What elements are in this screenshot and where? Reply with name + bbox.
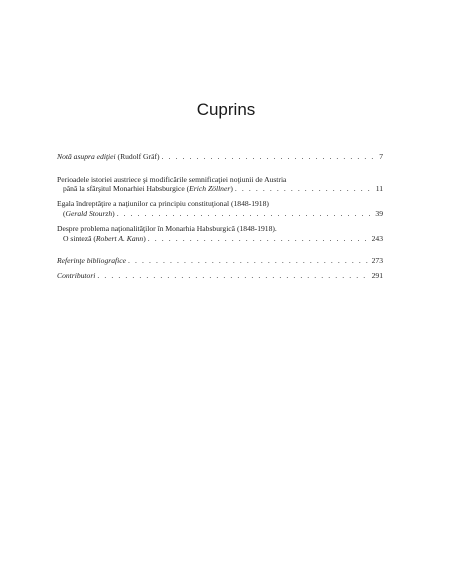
leader-dots (162, 152, 378, 161)
toc-entry-nationalities-line1: Despre problema naţionalităţilor în Monarhia Habsburgică (1848-1918). (57, 224, 277, 233)
toc-entry-text: Referinţe bibliografice (57, 256, 126, 265)
page-title: Cuprins (196, 100, 256, 119)
toc-entry-text: până la sfârşitul Monarhiei Habsburgice (Erich Zöllner) (63, 184, 233, 193)
toc-entry-periods[interactable] (57, 184, 383, 193)
toc-entry-text: (Gerald Stourzh) (63, 209, 115, 218)
toc-page-number: 7 (379, 152, 383, 161)
leader-dots (235, 184, 374, 193)
toc-entry-text: O sinteză (Robert A. Kann) (63, 234, 146, 243)
toc-entry-text: Notă asupra ediţiei (Rudolf Gräf) (57, 152, 160, 161)
toc-entry-periods-line1: Perioadele istoriei austriece şi modificările semnificaţiei noţiunii de Austria (57, 175, 287, 184)
toc-entry-contributors[interactable] (57, 271, 383, 280)
toc-entry-references[interactable] (57, 256, 383, 265)
leader-dots (128, 256, 370, 265)
toc-entry-editors-note[interactable] (57, 152, 383, 161)
leader-dots (117, 209, 374, 218)
toc-entry-equality[interactable] (57, 209, 383, 218)
toc-page-number: 273 (371, 256, 383, 265)
toc-page-number: 243 (371, 234, 383, 243)
toc-entry-nationalities[interactable] (57, 234, 383, 243)
toc-entry-equality-line1: Egala îndreptăţire a naţiunilor ca principiu constituţional (1848-1918) (57, 199, 269, 208)
toc-page-number: 291 (371, 271, 383, 280)
leader-dots (148, 234, 370, 243)
leader-dots (97, 271, 369, 280)
toc-page-number: 39 (375, 209, 383, 218)
toc-entry-text: Contributori (57, 271, 96, 280)
toc-page-number: 11 (375, 184, 383, 193)
